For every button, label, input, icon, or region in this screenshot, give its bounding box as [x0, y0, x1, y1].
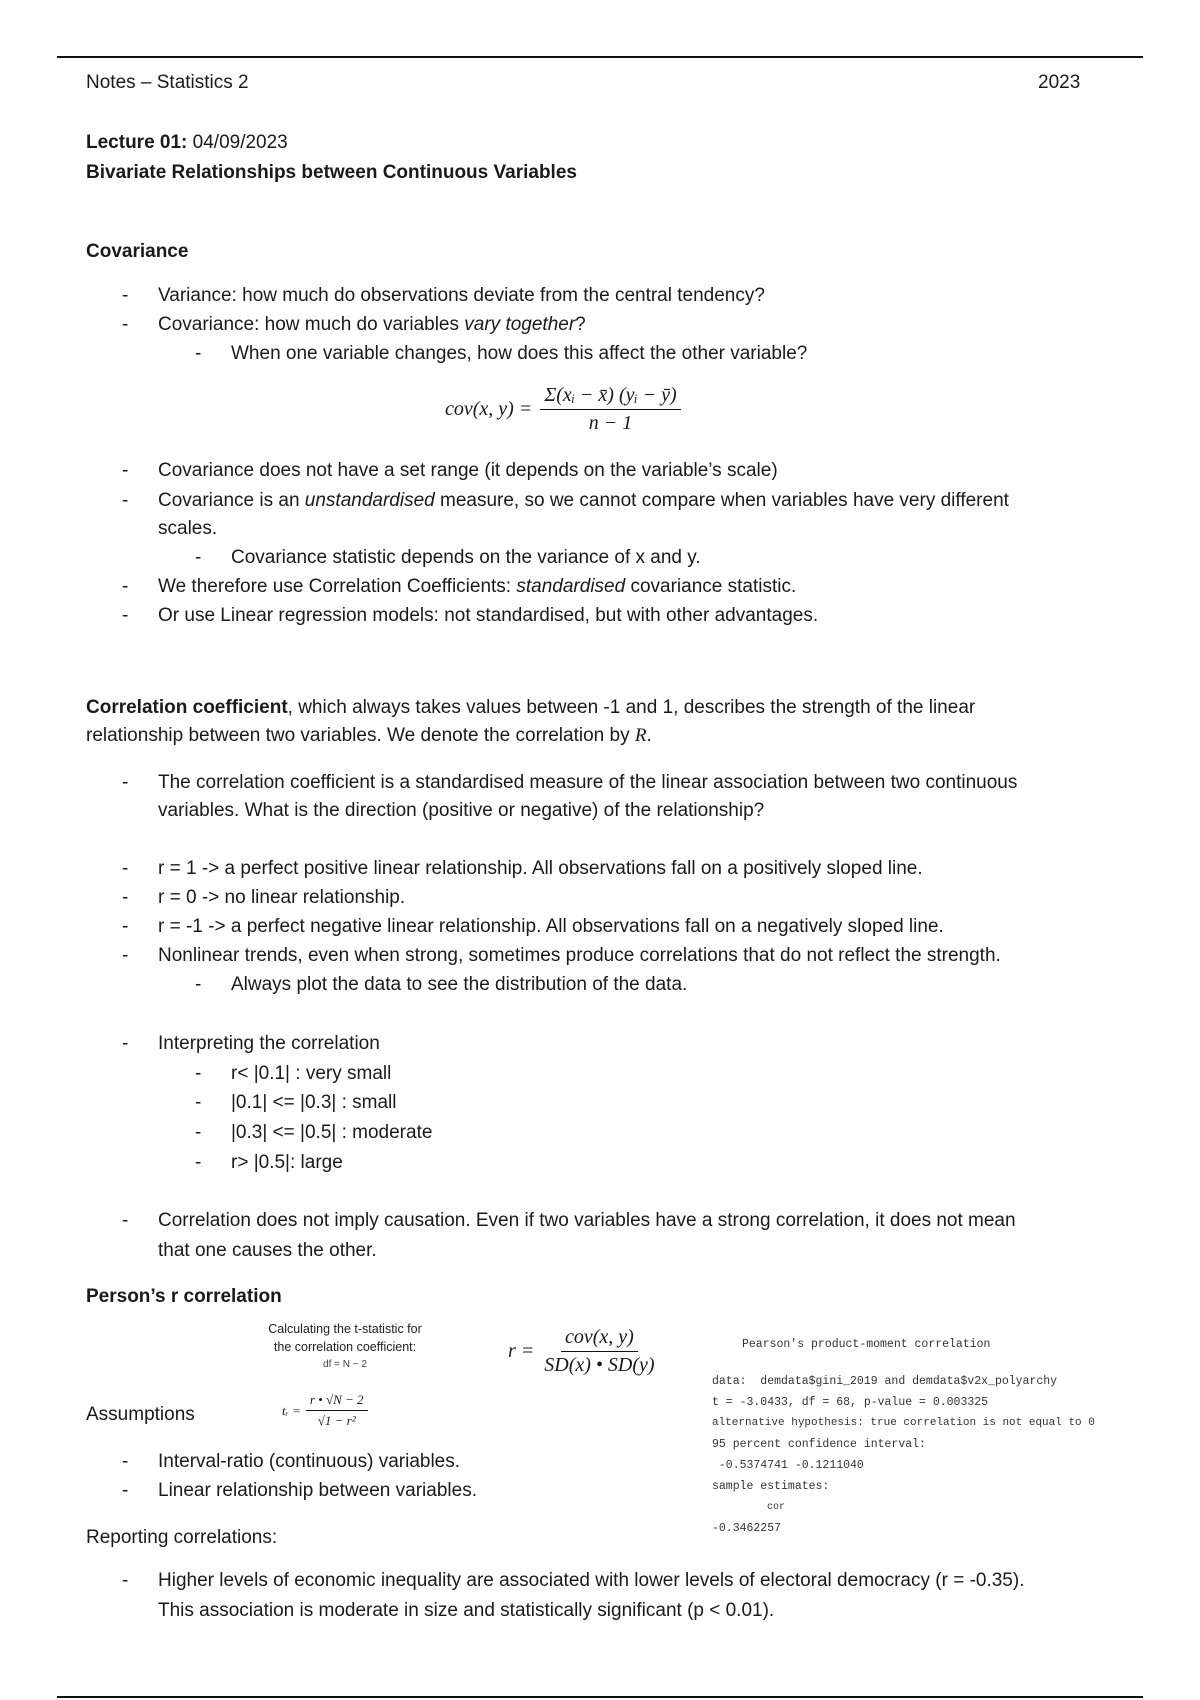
interp-item: - r> |0.5|: large	[195, 1152, 343, 1173]
corr-bullet-5: - Nonlinear trends, even when strong, sometimes produce correlations that do not reflect the strength.	[122, 945, 1001, 966]
tstat-caption-line-2: the correlation coefficient:	[273, 1340, 417, 1354]
correlation-intro-line-2: relationship between two variables. We denote the correlation by R.	[86, 725, 652, 746]
interp-item: - |0.1| <= |0.3| : small	[195, 1092, 397, 1113]
r-formula	[508, 1326, 655, 1377]
tstat-formula	[282, 1392, 368, 1429]
assumption-item-1: - Interval-ratio (continuous) variables.	[122, 1451, 461, 1472]
cov-bullet-1: - Variance: how much do observations deviate from the central tendency?	[122, 285, 765, 306]
cov-bullet-2: - Covariance: how much do variables vary together?	[122, 314, 586, 335]
top-rule	[57, 56, 1143, 58]
r-output-est-label: sample estimates:	[712, 1480, 830, 1493]
report-bullet: - Higher levels of economic inequality are associated with lower levels of electoral democracy (r = -0.35).	[122, 1570, 1025, 1591]
r-output-title: Pearson's product-moment correlation	[742, 1338, 991, 1351]
lecture-date: 04/09/2023	[192, 132, 288, 153]
tstat-denominator: √1 − r²	[317, 1413, 356, 1428]
causation-bullet-cont: that one causes the other.	[158, 1240, 377, 1261]
r-output-ci-label: 95 percent confidence interval:	[712, 1438, 926, 1451]
lecture-line	[86, 132, 288, 154]
tstat-df: df = N − 2	[323, 1359, 367, 1370]
cov-bullet-3: - Covariance does not have a set range (it depends on the variable’s scale)	[122, 460, 778, 481]
cov-bullet-4: - Covariance is an unstandardised measure, so we cannot compare when variables have very different	[122, 490, 1009, 511]
r-formula-lhs: r =	[508, 1340, 535, 1362]
corr-bullet-1: - The correlation coefficient is a standardised measure of the linear association between two continuous	[122, 772, 1018, 793]
r-output-alt: alternative hypothesis: true correlation is not equal to 0	[712, 1417, 1095, 1429]
corr-bullet-3: - r = 0 -> no linear relationship.	[122, 887, 406, 908]
header-title: Notes – Statistics 2	[86, 72, 249, 93]
tstat-lhs: tᵣ =	[282, 1402, 301, 1418]
r-output-data: data: demdata$gini_2019 and demdata$v2x_polyarchy	[712, 1375, 1058, 1388]
r-output-est-name: cor	[767, 1502, 786, 1513]
tstat-numerator: r • √N − 2	[306, 1392, 368, 1411]
corr-bullet-1-cont: variables. What is the direction (positive or negative) of the relationship?	[158, 800, 765, 821]
tstat-caption	[240, 1320, 450, 1374]
cov-bullet-5: - We therefore use Correlation Coefficients: standardised covariance statistic.	[122, 576, 797, 597]
r-output-est-value: -0.3462257	[712, 1522, 782, 1535]
report-bullet-cont: This association is moderate in size and statistically significant (p < 0.01).	[158, 1600, 775, 1621]
r-output-ci-values: -0.5374741 -0.1211040	[712, 1459, 864, 1472]
correlation-intro-line-1: Correlation coefficient, which always takes values between -1 and 1, describes the strength of the linear	[86, 697, 976, 718]
bottom-rule	[57, 1696, 1143, 1698]
cov-sub-bullet-1: - When one variable changes, how does this affect the other variable?	[195, 343, 808, 364]
assumption-item-2: - Linear relationship between variables.	[122, 1480, 477, 1501]
causation-bullet: - Correlation does not imply causation. Even if two variables have a strong correlation, it does not mean	[122, 1210, 1016, 1231]
pearson-heading: Person’s r correlation	[86, 1286, 282, 1307]
covariance-heading: Covariance	[86, 241, 189, 262]
reporting-label: Reporting correlations:	[86, 1527, 278, 1548]
cov-formula-lhs: cov(x, y) =	[445, 398, 533, 420]
r-output-stat: t = -3.0433, df = 68, p-value = 0.003325	[712, 1396, 989, 1409]
cov-formula-denominator: n − 1	[588, 412, 633, 434]
corr-bullet-4: - r = -1 -> a perfect negative linear relationship. All observations fall on a negatively sloped line.	[122, 916, 944, 937]
corr-sub-bullet: - Always plot the data to see the distribution of the data.	[195, 974, 688, 995]
header-year: 2023	[1038, 72, 1081, 93]
cov-bullet-4-cont: scales.	[158, 518, 218, 539]
cov-formula-numerator: Σ(xᵢ − x̄) (yᵢ − ȳ)	[540, 384, 680, 410]
interp-heading: - Interpreting the correlation	[122, 1033, 380, 1054]
lecture-title: Bivariate Relationships between Continuous Variables	[86, 162, 577, 183]
r-formula-denominator: SD(x) • SD(y)	[544, 1354, 655, 1376]
interp-item: - r< |0.1| : very small	[195, 1063, 392, 1084]
r-formula-numerator: cov(x, y)	[561, 1326, 638, 1352]
assumptions-label: Assumptions	[86, 1404, 195, 1425]
corr-bullet-2: - r = 1 -> a perfect positive linear relationship. All observations fall on a positively sloped line.	[122, 858, 923, 879]
interp-item: - |0.3| <= |0.5| : moderate	[195, 1122, 433, 1143]
covariance-formula	[445, 384, 681, 435]
tstat-caption-line-1: Calculating the t-statistic for	[268, 1322, 422, 1336]
cov-sub-bullet-2: - Covariance statistic depends on the variance of x and y.	[195, 547, 701, 568]
r-output	[712, 1334, 1152, 1539]
lecture-label: Lecture 01:	[86, 132, 188, 153]
cov-bullet-6: - Or use Linear regression models: not standardised, but with other advantages.	[122, 605, 819, 626]
